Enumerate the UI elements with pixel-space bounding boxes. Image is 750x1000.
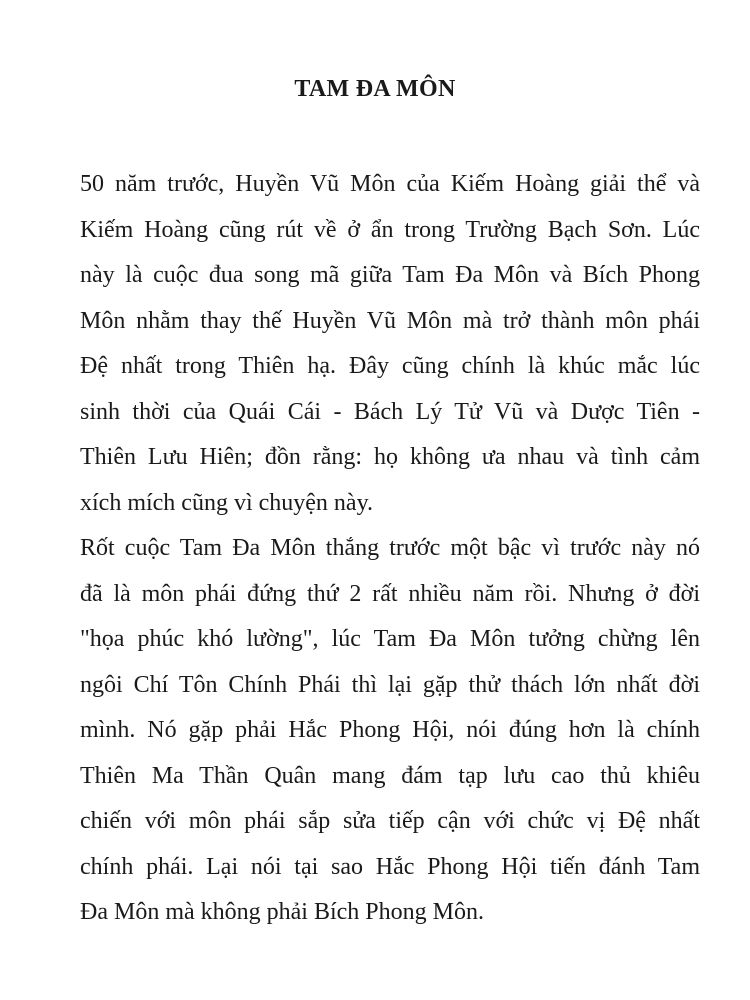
text-line: sinh thời của Quái Cái - Bách Lý Tử Vũ và Dược Tiên - — [80, 398, 700, 425]
text-line: Kiếm Hoàng cũng rút về ở ẩn trong Trường Bạch Sơn. Lúc — [80, 216, 700, 243]
text-line: mình. Nó gặp phải Hắc Phong Hội, nói đúng hơn là chính — [80, 717, 700, 743]
paragraph-2 — [80, 526, 700, 936]
text-line: Rốt cuộc Tam Đa Môn thắng trước một bậc vì trước này nó — [80, 535, 700, 561]
text-line: này là cuộc đua song mã giữa Tam Đa Môn và Bích Phong — [80, 262, 700, 288]
text-line: xích mích cũng vì chuyện này. — [80, 489, 374, 516]
text-line: Môn nhằm thay thế Huyền Vũ Môn mà trở thành môn phái — [80, 307, 700, 334]
document-body — [80, 162, 700, 936]
text-line: chính phái. Lại nói tại sao Hắc Phong Hội tiến đánh Tam — [80, 853, 700, 880]
text-line: Thiên Lưu Hiên; đồn rằng: họ không ưa nhau và tình cảm — [80, 444, 700, 470]
text-line: ngôi Chí Tôn Chính Phái thì lại gặp thử thách lớn nhất đời — [80, 671, 700, 698]
text-line: chiến với môn phái sắp sửa tiếp cận với chức vị Đệ nhất — [80, 808, 700, 834]
text-line: Đa Môn mà không phải Bích Phong Môn. — [80, 899, 484, 925]
paragraph-1 — [80, 162, 700, 526]
text-line: Đệ nhất trong Thiên hạ. Đây cũng chính là khúc mắc lúc — [80, 353, 700, 379]
text-line: Thiên Ma Thần Quân mang đám tạp lưu cao thủ khiêu — [80, 762, 700, 789]
text-line: 50 năm trước, Huyền Vũ Môn của Kiếm Hoàng giải thể và — [80, 171, 700, 197]
document-title: TAM ĐA MÔN — [294, 76, 456, 102]
text-line: đã là môn phái đứng thứ 2 rất nhiều năm rồi. Nhưng ở đời — [80, 580, 700, 607]
text-line: "họa phúc khó lường", lúc Tam Đa Môn tưởng chừng lên — [80, 626, 700, 652]
